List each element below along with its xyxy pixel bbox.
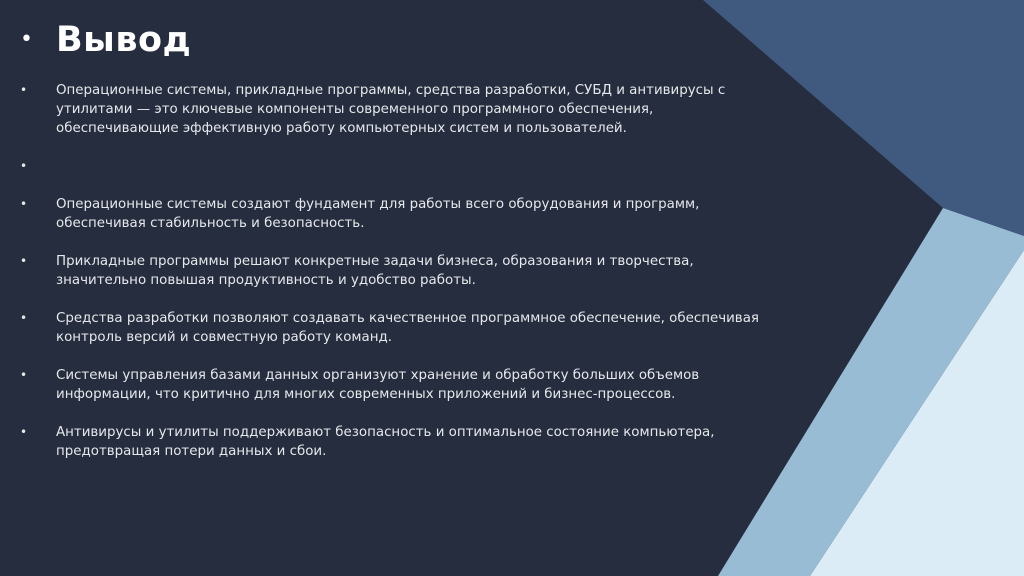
bullet-list [20,81,760,480]
bullet-item [20,366,760,404]
bullet-text: Системы управления базами данных организуют хранение и обработку больших объемов информации, что критично для многих современных приложений и бизнес-процессов. [56,368,700,402]
bullet-item [20,252,760,290]
bullet-dot: • [20,311,28,325]
bullet-dot: • [20,159,28,173]
bullet-text: Прикладные программы решают конкретные задачи бизнеса, образования и творчества, значительно повышая продуктивность и удобство работы. [56,254,694,288]
bullet-dot: • [20,254,28,268]
bullet-text: Антивирусы и утилиты поддерживают безопасность и оптимальное состояние компьютера, предотвращая потери данных и сбои. [56,425,715,459]
bullet-item [20,309,760,347]
bullet-dot: • [20,83,28,97]
bullet-dot: • [20,197,28,211]
bullet-dot: • [20,368,28,382]
bullet-dot: • [20,425,28,439]
bullet-item [20,157,760,176]
title-row [20,16,191,64]
bullet-item [20,195,760,233]
bullet-text: Средства разработки позволяют создавать качественное программное обеспечение, обеспечивая контроль версий и совместную работу команд. [56,311,759,345]
bullet-item [20,81,760,138]
bullet-text: Операционные системы, прикладные программы, средства разработки, СУБД и антивирусы с утилитами — это ключевые компоненты современного программного обеспечения, обеспечивающие эффективную работу компьютерных систем и пользователей. [56,83,726,136]
slide-title: Вывод [56,20,192,60]
bullet-text: Операционные системы создают фундамент для работы всего оборудования и программ, обеспечивая стабильность и безопасность. [56,197,700,231]
title-bullet: • [20,27,33,52]
bullet-item [20,423,760,461]
